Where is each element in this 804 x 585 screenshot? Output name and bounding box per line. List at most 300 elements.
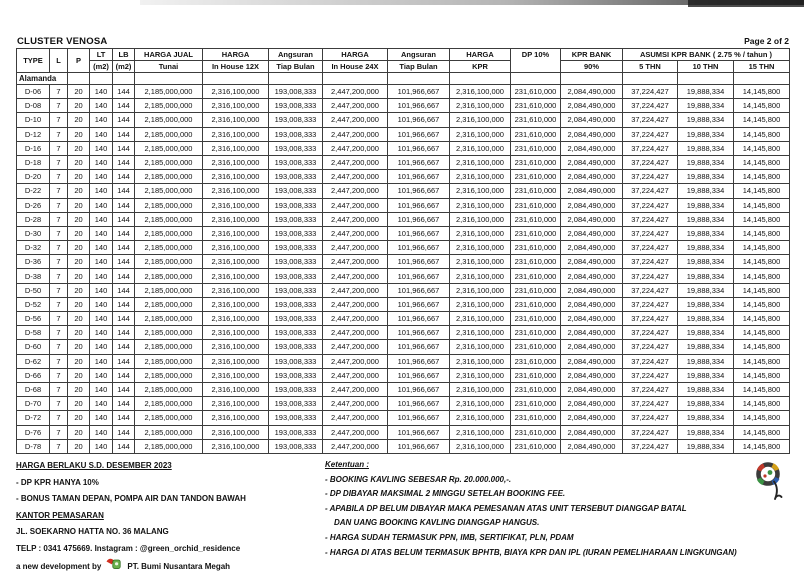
value-cell: 2,185,000,000 [135, 340, 203, 354]
value-cell: 7 [50, 354, 68, 368]
value-cell: 2,447,200,000 [323, 269, 388, 283]
value-cell: 144 [113, 155, 135, 169]
unit-type-cell: D-06 [17, 85, 50, 99]
value-cell: 14,145,800 [734, 368, 790, 382]
value-cell: 2,316,100,000 [450, 170, 511, 184]
value-cell: 2,447,200,000 [323, 312, 388, 326]
value-cell: 37,224,427 [623, 127, 678, 141]
value-cell: 144 [113, 85, 135, 99]
unit-type-cell: D-78 [17, 439, 50, 453]
terms-line: - BOOKING KAVLING SEBESAR Rp. 20.000.000,-. [325, 474, 512, 484]
value-cell: 19,888,334 [678, 226, 734, 240]
value-cell: 144 [113, 255, 135, 269]
value-cell: 140 [90, 397, 113, 411]
value-cell: 20 [68, 382, 90, 396]
value-cell: 2,185,000,000 [135, 425, 203, 439]
value-cell: 37,224,427 [623, 269, 678, 283]
value-cell: 231,610,000 [511, 269, 561, 283]
value-cell: 20 [68, 312, 90, 326]
value-cell: 20 [68, 85, 90, 99]
table-row [17, 397, 790, 411]
col-header-type: TYPE [17, 49, 50, 73]
value-cell: 2,185,000,000 [135, 212, 203, 226]
value-cell: 7 [50, 241, 68, 255]
value-cell: 231,610,000 [511, 411, 561, 425]
col-header-dp: DP 10% [511, 49, 561, 73]
footer-left-block [16, 458, 316, 577]
value-cell: 2,185,000,000 [135, 127, 203, 141]
value-cell: 14,145,800 [734, 354, 790, 368]
value-cell: 37,224,427 [623, 368, 678, 382]
value-cell: 193,008,333 [269, 425, 323, 439]
value-cell: 7 [50, 155, 68, 169]
value-cell: 2,084,490,000 [561, 99, 623, 113]
price-table [16, 48, 790, 454]
value-cell: 19,888,334 [678, 212, 734, 226]
value-cell: 2,185,000,000 [135, 382, 203, 396]
value-cell: 19,888,334 [678, 397, 734, 411]
col-header-harga-ih12: HARGA [203, 49, 269, 61]
value-cell: 2,316,100,000 [203, 184, 269, 198]
value-cell: 19,888,334 [678, 269, 734, 283]
value-cell: 231,610,000 [511, 283, 561, 297]
value-cell: 7 [50, 382, 68, 396]
value-cell: 37,224,427 [623, 397, 678, 411]
value-cell: 2,185,000,000 [135, 226, 203, 240]
value-cell: 2,316,100,000 [203, 85, 269, 99]
value-cell: 2,084,490,000 [561, 411, 623, 425]
value-cell: 2,447,200,000 [323, 226, 388, 240]
value-cell: 2,447,200,000 [323, 113, 388, 127]
unit-type-cell: D-26 [17, 198, 50, 212]
value-cell: 7 [50, 184, 68, 198]
unit-type-cell: D-50 [17, 283, 50, 297]
value-cell: 2,084,490,000 [561, 425, 623, 439]
section-row [17, 73, 790, 85]
value-cell: 2,084,490,000 [561, 226, 623, 240]
value-cell: 2,316,100,000 [203, 283, 269, 297]
value-cell: 2,316,100,000 [203, 226, 269, 240]
value-cell: 2,084,490,000 [561, 382, 623, 396]
value-cell: 144 [113, 425, 135, 439]
value-cell: 2,185,000,000 [135, 198, 203, 212]
unit-type-cell: D-38 [17, 269, 50, 283]
value-cell: 14,145,800 [734, 241, 790, 255]
value-cell: 140 [90, 170, 113, 184]
value-cell: 20 [68, 425, 90, 439]
value-cell: 2,316,100,000 [450, 198, 511, 212]
col-subheader-lb-m2: (m2) [113, 61, 135, 73]
value-cell: 37,224,427 [623, 226, 678, 240]
table-row [17, 212, 790, 226]
value-cell: 140 [90, 99, 113, 113]
value-cell: 140 [90, 312, 113, 326]
value-cell: 231,610,000 [511, 255, 561, 269]
value-cell: 2,185,000,000 [135, 255, 203, 269]
col-header-lb: LB [113, 49, 135, 61]
unit-type-cell: D-30 [17, 226, 50, 240]
value-cell: 144 [113, 439, 135, 453]
terms-line: - HARGA SUDAH TERMASUK PPN, IMB, SERTIFIKAT, PLN, PDAM [325, 532, 574, 542]
value-cell: 101,966,667 [388, 326, 450, 340]
value-cell: 14,145,800 [734, 141, 790, 155]
value-cell: 19,888,334 [678, 85, 734, 99]
value-cell: 2,185,000,000 [135, 113, 203, 127]
table-row [17, 255, 790, 269]
col-header-p: P [68, 49, 90, 73]
value-cell: 2,316,100,000 [203, 155, 269, 169]
value-cell: 7 [50, 368, 68, 382]
value-cell: 2,316,100,000 [450, 340, 511, 354]
empty-cell [135, 73, 203, 85]
value-cell: 7 [50, 269, 68, 283]
value-cell: 2,316,100,000 [450, 113, 511, 127]
value-cell: 7 [50, 425, 68, 439]
value-cell: 2,316,100,000 [203, 354, 269, 368]
value-cell: 19,888,334 [678, 99, 734, 113]
value-cell: 2,316,100,000 [450, 241, 511, 255]
empty-cell [323, 73, 388, 85]
value-cell: 2,316,100,000 [450, 141, 511, 155]
value-cell: 2,447,200,000 [323, 255, 388, 269]
value-cell: 2,316,100,000 [203, 198, 269, 212]
value-cell: 144 [113, 397, 135, 411]
col-header-lt: LT [90, 49, 113, 61]
empty-cell [269, 73, 323, 85]
value-cell: 37,224,427 [623, 283, 678, 297]
value-cell: 14,145,800 [734, 425, 790, 439]
terms-heading: Ketentuan : [325, 460, 369, 469]
value-cell: 140 [90, 269, 113, 283]
value-cell: 101,966,667 [388, 312, 450, 326]
value-cell: 2,316,100,000 [450, 382, 511, 396]
col-subheader-tiapbulan24: Tiap Bulan [388, 61, 450, 73]
table-row [17, 326, 790, 340]
value-cell: 193,008,333 [269, 297, 323, 311]
value-cell: 2,316,100,000 [203, 212, 269, 226]
value-cell: 2,084,490,000 [561, 297, 623, 311]
value-cell: 20 [68, 397, 90, 411]
value-cell: 231,610,000 [511, 170, 561, 184]
value-cell: 20 [68, 255, 90, 269]
value-cell: 2,084,490,000 [561, 241, 623, 255]
value-cell: 20 [68, 297, 90, 311]
value-cell: 37,224,427 [623, 425, 678, 439]
value-cell: 2,316,100,000 [203, 170, 269, 184]
value-cell: 140 [90, 127, 113, 141]
value-cell: 2,185,000,000 [135, 269, 203, 283]
value-cell: 231,610,000 [511, 241, 561, 255]
value-cell: 2,084,490,000 [561, 269, 623, 283]
value-cell: 37,224,427 [623, 184, 678, 198]
value-cell: 140 [90, 283, 113, 297]
col-header-harga-ih24: HARGA [323, 49, 388, 61]
table-row [17, 283, 790, 297]
value-cell: 193,008,333 [269, 141, 323, 155]
value-cell: 14,145,800 [734, 382, 790, 396]
value-cell: 144 [113, 170, 135, 184]
value-cell: 37,224,427 [623, 439, 678, 453]
table-row [17, 312, 790, 326]
value-cell: 2,185,000,000 [135, 184, 203, 198]
value-cell: 2,084,490,000 [561, 184, 623, 198]
value-cell: 2,084,490,000 [561, 312, 623, 326]
table-row [17, 425, 790, 439]
empty-cell [388, 73, 450, 85]
col-subheader-15thn: 15 THN [734, 61, 790, 73]
col-subheader-lt-m2: (m2) [90, 61, 113, 73]
footer-left-line: JL. SOEKARNO HATTA NO. 36 MALANG [16, 527, 169, 536]
value-cell: 144 [113, 269, 135, 283]
value-cell: 140 [90, 255, 113, 269]
value-cell: 231,610,000 [511, 155, 561, 169]
value-cell: 140 [90, 354, 113, 368]
unit-type-cell: D-72 [17, 411, 50, 425]
value-cell: 14,145,800 [734, 255, 790, 269]
value-cell: 37,224,427 [623, 241, 678, 255]
value-cell: 7 [50, 255, 68, 269]
value-cell: 14,145,800 [734, 340, 790, 354]
value-cell: 144 [113, 141, 135, 155]
value-cell: 2,316,100,000 [450, 212, 511, 226]
value-cell: 19,888,334 [678, 411, 734, 425]
value-cell: 231,610,000 [511, 382, 561, 396]
value-cell: 144 [113, 326, 135, 340]
value-cell: 140 [90, 198, 113, 212]
value-cell: 2,185,000,000 [135, 170, 203, 184]
value-cell: 2,447,200,000 [323, 354, 388, 368]
value-cell: 2,084,490,000 [561, 326, 623, 340]
value-cell: 2,447,200,000 [323, 283, 388, 297]
value-cell: 231,610,000 [511, 439, 561, 453]
section-label: Alamanda [17, 73, 68, 85]
value-cell: 19,888,334 [678, 312, 734, 326]
empty-cell [734, 73, 790, 85]
value-cell: 2,185,000,000 [135, 85, 203, 99]
value-cell: 2,316,100,000 [450, 297, 511, 311]
value-cell: 2,447,200,000 [323, 170, 388, 184]
value-cell: 14,145,800 [734, 99, 790, 113]
value-cell: 231,610,000 [511, 340, 561, 354]
terms-line: DAN UANG BOOKING KAVLING DIANGGAP HANGUS. [334, 518, 540, 528]
unit-type-cell: D-18 [17, 155, 50, 169]
value-cell: 37,224,427 [623, 354, 678, 368]
value-cell: 140 [90, 439, 113, 453]
footer-left-line: HARGA BERLAKU S.D. DESEMBER 2023 [16, 461, 172, 470]
value-cell: 144 [113, 297, 135, 311]
value-cell: 20 [68, 141, 90, 155]
value-cell: 2,185,000,000 [135, 326, 203, 340]
value-cell: 37,224,427 [623, 170, 678, 184]
value-cell: 20 [68, 283, 90, 297]
value-cell: 231,610,000 [511, 397, 561, 411]
value-cell: 20 [68, 155, 90, 169]
value-cell: 144 [113, 226, 135, 240]
value-cell: 19,888,334 [678, 382, 734, 396]
value-cell: 7 [50, 99, 68, 113]
value-cell: 2,084,490,000 [561, 340, 623, 354]
value-cell: 2,316,100,000 [203, 312, 269, 326]
value-cell: 2,447,200,000 [323, 368, 388, 382]
col-subheader-inhouse24: In House 24X [323, 61, 388, 73]
table-row [17, 297, 790, 311]
value-cell: 2,084,490,000 [561, 198, 623, 212]
value-cell: 2,185,000,000 [135, 411, 203, 425]
table-row [17, 184, 790, 198]
empty-cell [90, 73, 113, 85]
unit-type-cell: D-10 [17, 113, 50, 127]
unit-type-cell: D-36 [17, 255, 50, 269]
table-row [17, 411, 790, 425]
value-cell: 37,224,427 [623, 113, 678, 127]
footer-left-line: - BONUS TAMAN DEPAN, POMPA AIR DAN TANDON BAWAH [16, 494, 246, 503]
value-cell: 37,224,427 [623, 141, 678, 155]
value-cell: 193,008,333 [269, 255, 323, 269]
value-cell: 2,316,100,000 [450, 255, 511, 269]
value-cell: 231,610,000 [511, 326, 561, 340]
value-cell: 37,224,427 [623, 326, 678, 340]
value-cell: 2,316,100,000 [203, 141, 269, 155]
value-cell: 7 [50, 283, 68, 297]
value-cell: 101,966,667 [388, 184, 450, 198]
footer-left-line: - DP KPR HANYA 10% [16, 477, 99, 487]
value-cell: 14,145,800 [734, 212, 790, 226]
value-cell: 101,966,667 [388, 241, 450, 255]
value-cell: 14,145,800 [734, 411, 790, 425]
value-cell: 2,185,000,000 [135, 397, 203, 411]
value-cell: 14,145,800 [734, 113, 790, 127]
value-cell: 20 [68, 127, 90, 141]
value-cell: 20 [68, 340, 90, 354]
value-cell: 2,316,100,000 [450, 127, 511, 141]
empty-cell [113, 73, 135, 85]
value-cell: 37,224,427 [623, 212, 678, 226]
value-cell: 2,185,000,000 [135, 354, 203, 368]
footer-left-lines [16, 458, 316, 557]
value-cell: 101,966,667 [388, 411, 450, 425]
value-cell: 144 [113, 212, 135, 226]
table-row [17, 155, 790, 169]
value-cell: 2,084,490,000 [561, 397, 623, 411]
empty-cell [203, 73, 269, 85]
value-cell: 193,008,333 [269, 397, 323, 411]
unit-type-cell: D-68 [17, 382, 50, 396]
value-cell: 7 [50, 340, 68, 354]
value-cell: 37,224,427 [623, 155, 678, 169]
value-cell: 231,610,000 [511, 354, 561, 368]
value-cell: 144 [113, 241, 135, 255]
value-cell: 2,316,100,000 [450, 425, 511, 439]
value-cell: 140 [90, 425, 113, 439]
value-cell: 140 [90, 326, 113, 340]
value-cell: 101,966,667 [388, 397, 450, 411]
value-cell: 193,008,333 [269, 354, 323, 368]
value-cell: 2,316,100,000 [203, 411, 269, 425]
value-cell: 2,185,000,000 [135, 99, 203, 113]
value-cell: 2,447,200,000 [323, 382, 388, 396]
value-cell: 193,008,333 [269, 99, 323, 113]
value-cell: 2,316,100,000 [450, 312, 511, 326]
value-cell: 2,316,100,000 [203, 382, 269, 396]
value-cell: 37,224,427 [623, 340, 678, 354]
value-cell: 140 [90, 340, 113, 354]
value-cell: 144 [113, 340, 135, 354]
value-cell: 193,008,333 [269, 340, 323, 354]
empty-cell [450, 73, 511, 85]
value-cell: 20 [68, 368, 90, 382]
table-row [17, 198, 790, 212]
value-cell: 14,145,800 [734, 326, 790, 340]
empty-cell [561, 73, 623, 85]
value-cell: 140 [90, 368, 113, 382]
value-cell: 2,316,100,000 [203, 241, 269, 255]
value-cell: 2,316,100,000 [203, 99, 269, 113]
value-cell: 2,447,200,000 [323, 141, 388, 155]
value-cell: 231,610,000 [511, 113, 561, 127]
value-cell: 2,447,200,000 [323, 411, 388, 425]
value-cell: 101,966,667 [388, 198, 450, 212]
value-cell: 2,316,100,000 [450, 368, 511, 382]
value-cell: 14,145,800 [734, 198, 790, 212]
value-cell: 19,888,334 [678, 241, 734, 255]
value-cell: 231,610,000 [511, 226, 561, 240]
page-number-label: Page 2 of 2 [744, 36, 789, 46]
value-cell: 2,316,100,000 [203, 113, 269, 127]
value-cell: 101,966,667 [388, 155, 450, 169]
value-cell: 2,316,100,000 [203, 397, 269, 411]
value-cell: 2,185,000,000 [135, 312, 203, 326]
value-cell: 2,316,100,000 [203, 297, 269, 311]
value-cell: 7 [50, 141, 68, 155]
value-cell: 2,316,100,000 [203, 368, 269, 382]
value-cell: 101,966,667 [388, 439, 450, 453]
empty-cell [511, 73, 561, 85]
table-row [17, 170, 790, 184]
developer-name: PT. Bumi Nusantara Megah [127, 561, 231, 571]
value-cell: 7 [50, 411, 68, 425]
value-cell: 2,316,100,000 [203, 439, 269, 453]
value-cell: 19,888,334 [678, 425, 734, 439]
value-cell: 101,966,667 [388, 212, 450, 226]
value-cell: 14,145,800 [734, 127, 790, 141]
value-cell: 144 [113, 354, 135, 368]
value-cell: 101,966,667 [388, 226, 450, 240]
value-cell: 20 [68, 354, 90, 368]
terms-lines [325, 473, 795, 561]
value-cell: 2,447,200,000 [323, 85, 388, 99]
value-cell: 101,966,667 [388, 255, 450, 269]
price-table-body [17, 73, 790, 454]
value-cell: 19,888,334 [678, 127, 734, 141]
value-cell: 2,447,200,000 [323, 212, 388, 226]
value-cell: 2,084,490,000 [561, 170, 623, 184]
value-cell: 19,888,334 [678, 113, 734, 127]
developer-prefix: a new development by [16, 561, 102, 571]
value-cell: 2,185,000,000 [135, 368, 203, 382]
value-cell: 231,610,000 [511, 99, 561, 113]
value-cell: 2,447,200,000 [323, 425, 388, 439]
value-cell: 193,008,333 [269, 411, 323, 425]
value-cell: 193,008,333 [269, 85, 323, 99]
col-header-asumsi: ASUMSI KPR BANK ( 2.75 % / tahun ) [623, 49, 790, 61]
value-cell: 37,224,427 [623, 297, 678, 311]
value-cell: 20 [68, 269, 90, 283]
value-cell: 20 [68, 198, 90, 212]
value-cell: 19,888,334 [678, 439, 734, 453]
value-cell: 2,084,490,000 [561, 283, 623, 297]
table-row [17, 368, 790, 382]
value-cell: 193,008,333 [269, 127, 323, 141]
